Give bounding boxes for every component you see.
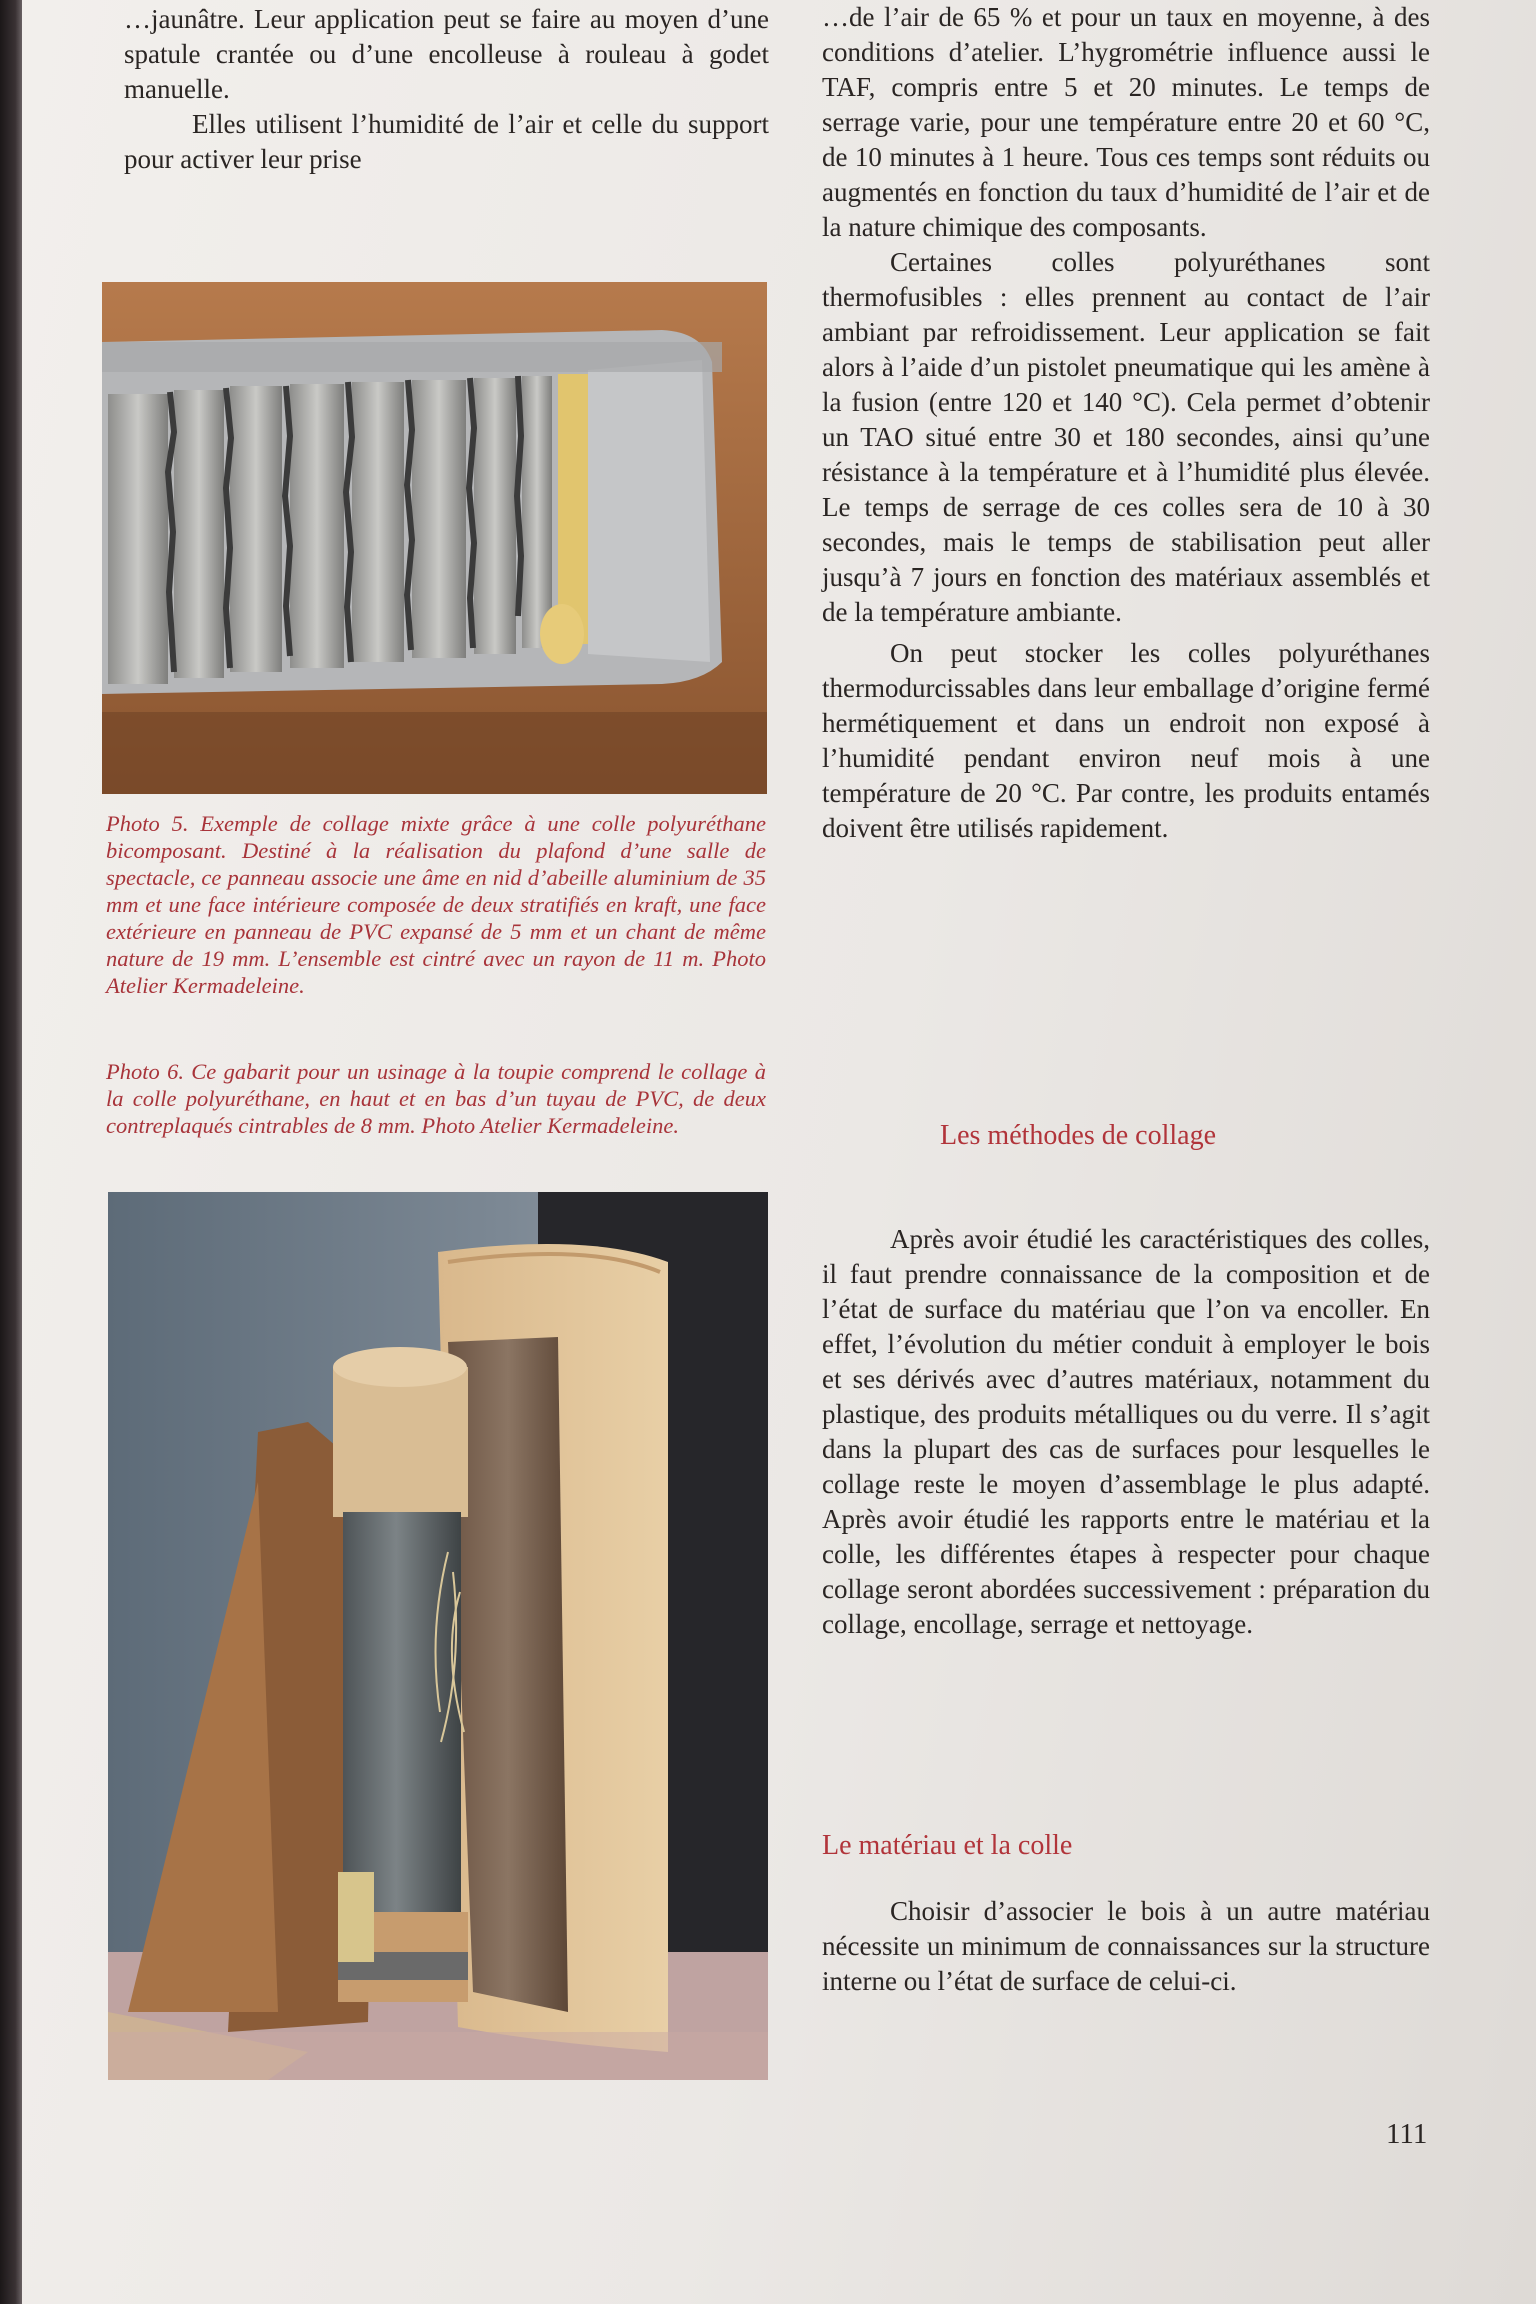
section-title-methodes: Les méthodes de collage [940, 1120, 1217, 1151]
right-paragraph-1: …de l’air de 65 % et pour un taux en moyenne, à des conditions d’atelier. L’hygrométrie influence aussi le TAF, compris entre 5 et 20 minutes. Le temps de serrage varie, pour une température entre 20 et 60 °C, de 10 minutes à 1 heure. Tous ces temps sont réduits ou augmentés en fonction du taux d’humidité de l’air et de la nature chimique des composants. [822, 2, 1430, 242]
right-paragraph-2: Certaines colles polyuréthanes sont thermofusibles : elles prennent au contact de l’air ambiant par refroidissement. Leur application se fait alors à l’aide d’un pistolet pneumatique qui les amène à la fusion (entre 120 et 140 °C). Cela permet d’obtenir un TAO situé entre 30 et 180 secondes, ainsi qu’une résistance à la température et à l’humidité plus élevée. Le temps de serrage de ces colles sera de 10 à 30 secondes, mais le temps de stabilisation peut aller jusqu’à 7 jours en fonction des matériaux assemblés et de la température ambiante. [822, 247, 1430, 627]
book-spine [0, 0, 22, 2304]
photo-5-honeycomb-panel [102, 282, 767, 794]
section-title-materiau: Le matériau et la colle [822, 1830, 1073, 1861]
left-paragraph-2: Elles utilisent l’humidité de l’air et celle du support pour activer leur prise [124, 109, 769, 174]
right-paragraph-5: Choisir d’associer le bois à un autre matériau nécessite un minimum de connaissances sur la structure interne ou l’état de surface de celui-ci. [822, 1896, 1430, 1996]
right-paragraph-4: Après avoir étudié les caractéristiques des colles, il faut prendre connaissance de la composition et de l’état de surface du matériau que l’on va encoller. En effet, l’évolution du métier conduit à employer le bois et ses dérivés avec d’autres matériaux, notamment du plastique, des produits métalliques ou du verre. Il s’agit dans la plupart des cas de surfaces pour lesquelles le collage reste le moyen d’assemblage le plus adapté. Après avoir étudié les rapports entre le matériau et la colle, les différentes étapes à respecter pour chaque collage seront abordées successivement : préparation du collage, encollage, serrage et nettoyage. [822, 1224, 1430, 1639]
right-column [822, 0, 1430, 846]
photo-5-caption: Photo 5. Exemple de collage mixte grâce à une colle polyuréthane bicomposant. Destiné à la réalisation du plafond d’une salle de spectacle, ce panneau associe une âme en nid d’abeille aluminium de 35 mm et une face intérieure composée de deux stratifiés en kraft, une face extérieure en panneau de PVC expansé de 5 mm et un chant de même nature de 19 mm. L’ensemble est cintré avec un rayon de 11 m. Photo Atelier Kermadeleine. [106, 811, 766, 998]
photo-6-router-jig [108, 1192, 768, 2080]
book-page [22, 0, 1536, 2304]
page-number: 111 [1386, 2118, 1428, 2150]
photo-6-caption: Photo 6. Ce gabarit pour un usinage à la toupie comprend le collage à la colle polyuréthane, en haut et en bas d’un tuyau de PVC, de deux contreplaqués cintrables de 8 mm. Photo Atelier Kermadeleine. [106, 1059, 766, 1138]
left-paragraph-1: …jaunâtre. Leur application peut se faire au moyen d’une spatule crantée ou d’une encolleuse à rouleau à godet manuelle. [124, 4, 769, 104]
left-column [124, 0, 769, 177]
right-paragraph-3: On peut stocker les colles polyuréthanes thermodurcissables dans leur emballage d’origine fermé hermétiquement et dans un endroit non exposé à l’humidité pendant environ neuf mois à une température de 20 °C. Par contre, les produits entamés doivent être utilisés rapidement. [822, 638, 1430, 843]
